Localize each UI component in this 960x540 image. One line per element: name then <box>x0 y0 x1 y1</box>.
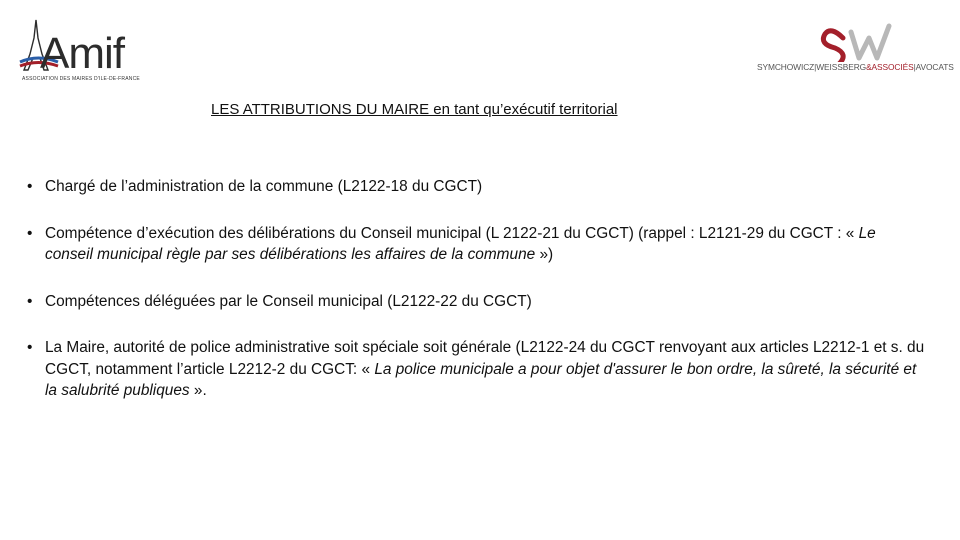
firm-name-part2: WEISSBERG <box>816 62 867 72</box>
slide-title: LES ATTRIBUTIONS DU MAIRE en tant qu’exécutif territorial <box>211 101 618 118</box>
firm-separator-2: | <box>913 62 916 72</box>
amif-wordmark: Amif <box>40 29 124 78</box>
bullet-text: Compétence d’exécution des délibérations du Conseil municipal (L 2122-21 du CGCT) (rappel : L2121-29 du CGCT : « <box>45 224 859 242</box>
bullet-dot: • <box>27 339 33 356</box>
bullet-quote: La police municipale a pour objet d'assurer le bon ordre, la sûreté, la sécurité et la salubrité publiques <box>45 360 917 399</box>
bullet-item <box>27 176 927 198</box>
bullet-text: La Maire, autorité de police administrative soit spéciale soit générale (L2122-24 du CGCT renvoyant aux articles L2212-1 et s. du CGCT, notamment l’article L2212-2 du CGCT: « <box>45 339 925 378</box>
bullet-item <box>27 291 927 313</box>
bullet-list <box>27 176 927 402</box>
bullet-text: Chargé de l’administration de la commune (L2122-18 du CGCT) <box>45 178 483 195</box>
bullet-dot: • <box>27 224 33 242</box>
bullet-item <box>27 337 927 402</box>
bullet-text-end: ») <box>535 246 554 263</box>
sw-avocats-logo <box>755 20 955 76</box>
bullet-text-end: ». <box>189 382 207 399</box>
bullet-dot: • <box>27 178 33 195</box>
sw-monogram-icon <box>755 20 955 62</box>
firm-name-associes: &ASSOCIÉS <box>866 62 914 72</box>
amif-tagline: ASSOCIATION DES MAIRES D'ILE-DE-FRANCE <box>22 76 140 82</box>
bullet-item <box>27 223 927 266</box>
bullet-text: Compétences déléguées par le Conseil municipal (L2122-22 du CGCT) <box>45 292 532 310</box>
firm-name-part3: AVOCATS <box>915 62 954 72</box>
bullet-quote: Le conseil municipal règle par ses délibérations les affaires de la commune <box>45 224 876 263</box>
firm-separator-1: | <box>814 62 817 72</box>
bullet-dot: • <box>27 292 33 310</box>
firm-name <box>757 62 954 72</box>
firm-name-part1: SYMCHOWICZ <box>757 62 815 72</box>
amif-logo <box>18 18 140 84</box>
